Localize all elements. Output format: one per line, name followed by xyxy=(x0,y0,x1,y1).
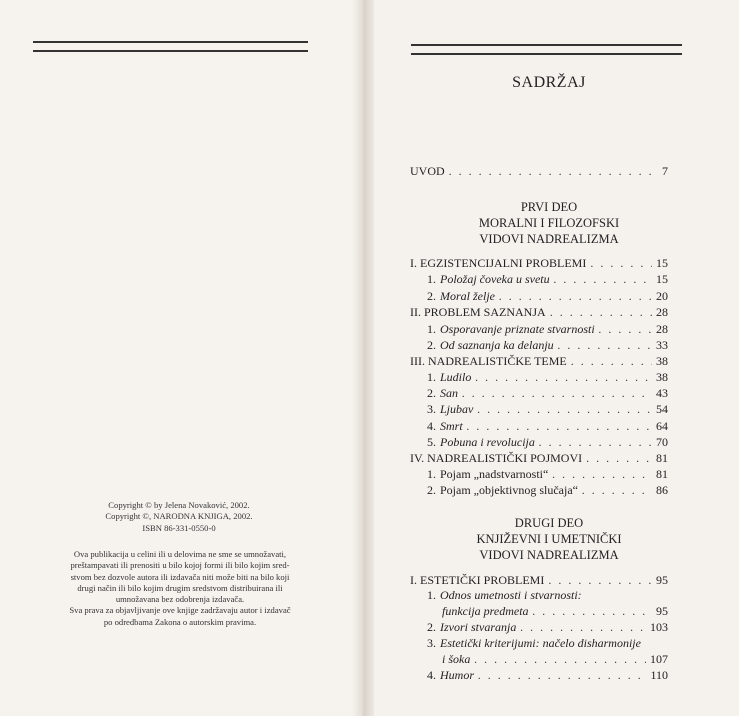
toc-title: SADRŽAJ xyxy=(512,74,586,91)
toc-entry xyxy=(427,272,668,289)
toc-number: 2. xyxy=(427,338,436,352)
toc-label: Izvori stvaranja xyxy=(440,620,517,634)
isbn-line: ISBN 86-331-0550-0 xyxy=(142,522,216,533)
leader-dots xyxy=(475,370,652,385)
toc-entry xyxy=(427,322,668,339)
legal-line: Ova publikacija u celini ili u delovima ne sme se umnožavati, xyxy=(73,549,287,559)
part-heading-line: VIDOVI NADREALIZMA xyxy=(479,232,619,246)
leader-dots xyxy=(474,652,646,667)
toc-number: 1. xyxy=(427,588,436,602)
toc-page-number: 7 xyxy=(662,164,668,178)
toc-page-number: 107 xyxy=(650,652,668,666)
part-two-heading xyxy=(410,515,688,563)
toc-page-number: 38 xyxy=(656,354,668,368)
toc-entry xyxy=(410,451,668,468)
toc-page-number: 33 xyxy=(656,338,668,352)
part-heading-line: MORALNI I FILOZOFSKI xyxy=(478,216,620,230)
toc-page-number: 81 xyxy=(656,467,668,481)
leader-dots xyxy=(539,435,652,450)
toc-label: i šoka xyxy=(442,652,471,666)
toc-label: Ljubav xyxy=(440,402,474,416)
leader-dots xyxy=(478,668,646,683)
toc-page-number: 15 xyxy=(656,272,668,286)
toc-entry xyxy=(427,370,668,387)
toc-page-number: 43 xyxy=(656,386,668,400)
toc-entry xyxy=(427,338,668,355)
toc-page-number: 20 xyxy=(656,289,668,303)
leader-dots xyxy=(552,467,652,482)
toc-label: Pobuna i revolucija xyxy=(440,435,535,449)
toc-number: 1. xyxy=(427,467,436,481)
legal-line: preštampavati ili prenositi u bilo kojoj formi ili bilo kojim sred- xyxy=(70,560,290,571)
toc-number: 2. xyxy=(427,483,436,497)
toc-page-number: 103 xyxy=(650,620,668,634)
toc-entry xyxy=(427,419,668,436)
toc-label: Položaj čoveka u svetu xyxy=(440,272,550,286)
leader-dots xyxy=(550,305,652,320)
toc-label: Odnos umetnosti i stvarnosti: xyxy=(440,588,582,602)
toc-entry xyxy=(442,652,668,669)
legal-line: stvom bez dozvole autora ili izdavača niti može biti na bilo koji xyxy=(70,571,290,582)
legal-line: umnožavana bez odobrenja izdavača. xyxy=(115,594,245,605)
toc-label: II. PROBLEM SAZNANJA xyxy=(410,305,546,319)
leader-dots xyxy=(499,289,652,304)
toc-page-number: 95 xyxy=(656,573,668,587)
toc-label: Estetički kriterijumi: načelo disharmonije xyxy=(440,636,641,650)
toc-entry xyxy=(442,604,668,621)
toc-label: Od saznanja ka delanju xyxy=(440,338,554,352)
toc-label: I. EGZISTENCIJALNI PROBLEMI xyxy=(410,256,587,270)
toc-number: 2. xyxy=(427,620,436,634)
toc-page-number: 95 xyxy=(656,604,668,618)
toc-page-number: 28 xyxy=(656,305,668,319)
copyright-line: Copyright ©, NARODNA KNJIGA, 2002. xyxy=(105,511,253,522)
toc-label: III. NADREALISTIČKE TEME xyxy=(410,354,567,368)
part-one-heading xyxy=(410,199,688,247)
part-heading-line: DRUGI DEO xyxy=(514,516,584,530)
toc-entry xyxy=(427,386,668,403)
leader-dots xyxy=(599,322,652,337)
legal-line: po odredbama Zakona o autorskim pravima. xyxy=(103,616,257,627)
leader-dots xyxy=(548,573,652,588)
toc-page-number: 81 xyxy=(656,451,668,465)
leader-dots xyxy=(467,419,652,434)
toc-entry xyxy=(427,588,668,605)
legal-line: drugi način ili bilo kojim drugim sredstvom distribuirana ili xyxy=(77,582,283,593)
toc-number: 2. xyxy=(427,386,436,400)
book-gutter xyxy=(352,0,374,716)
toc-number: 1. xyxy=(427,272,436,286)
toc-number: 3. xyxy=(427,636,436,650)
toc-label: UVOD xyxy=(410,164,445,178)
toc-page-number: 110 xyxy=(650,668,668,682)
toc-number: 5. xyxy=(427,435,436,449)
part-heading-line: KNJIŽEVNI I UMETNIČKI xyxy=(476,532,622,546)
toc-entry xyxy=(427,620,668,637)
toc-label: IV. NADREALISTIČKI POJMOVI xyxy=(410,451,583,465)
toc-page-number: 86 xyxy=(656,483,668,497)
leader-dots xyxy=(449,164,658,179)
copyright-line: Copyright © by Jelena Novaković, 2002. xyxy=(108,500,250,510)
toc-page-number: 54 xyxy=(656,402,668,416)
part-heading-line: VIDOVI NADREALIZMA xyxy=(479,548,619,562)
toc-entry xyxy=(410,305,668,322)
leader-dots xyxy=(520,620,646,635)
toc-page-number: 38 xyxy=(656,370,668,384)
toc-entry xyxy=(427,668,668,685)
leader-dots xyxy=(590,256,652,271)
toc-label: Pojam „nadstvarnosti“ xyxy=(440,467,549,481)
toc-entry xyxy=(427,435,668,452)
leader-dots xyxy=(558,338,652,353)
top-rule-left xyxy=(33,41,308,52)
toc-entry xyxy=(410,256,668,273)
toc-number: 3. xyxy=(427,402,436,416)
top-rule-right xyxy=(411,44,682,55)
leader-dots xyxy=(582,483,652,498)
leader-dots xyxy=(462,386,652,401)
toc-page-number: 70 xyxy=(656,435,668,449)
leader-dots xyxy=(477,402,652,417)
toc-entry xyxy=(410,354,668,371)
toc-entry xyxy=(427,483,668,500)
toc-label: Ludilo xyxy=(440,370,472,384)
toc-page-number: 15 xyxy=(656,256,668,270)
toc-number: 4. xyxy=(427,419,436,433)
toc-entry-intro xyxy=(410,164,668,181)
toc-entry xyxy=(427,289,668,306)
legal-line: Sva prava za objavljivanje ove knjige zadržavaju autor i izdavač xyxy=(69,605,291,616)
leader-dots xyxy=(554,272,652,287)
legal-notice xyxy=(16,549,344,628)
toc-label: San xyxy=(440,386,458,400)
toc-entry xyxy=(427,636,668,653)
toc-label: Moral želje xyxy=(440,289,495,303)
copyright-block xyxy=(14,500,344,534)
toc-number: 1. xyxy=(427,322,436,336)
toc-label: Pojam „objektivnog slučaja“ xyxy=(440,483,578,497)
leader-dots xyxy=(533,604,652,619)
toc-entry xyxy=(427,402,668,419)
toc-number: 1. xyxy=(427,370,436,384)
toc-number: 2. xyxy=(427,289,436,303)
toc-page-number: 28 xyxy=(656,322,668,336)
toc-label: funkcija predmeta xyxy=(442,604,529,618)
toc-page-number: 64 xyxy=(656,419,668,433)
toc-label: Humor xyxy=(440,668,475,682)
toc-label: Osporavanje priznate stvarnosti xyxy=(440,322,595,336)
leader-dots xyxy=(571,354,652,369)
toc-label: Smrt xyxy=(440,419,463,433)
toc-number: 4. xyxy=(427,668,436,682)
leader-dots xyxy=(586,451,652,466)
part-heading-line: PRVI DEO xyxy=(520,200,578,214)
toc-entry xyxy=(427,467,668,484)
toc-label: I. ESTETIČKI PROBLEMI xyxy=(410,573,545,587)
